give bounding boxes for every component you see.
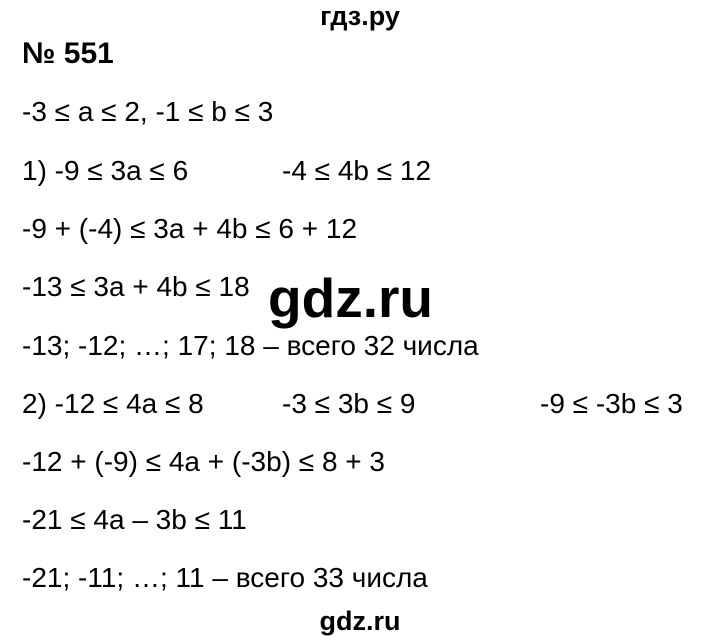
part2-line1-left: 2) -12 ≤ 4a ≤ 8: [22, 388, 204, 419]
part2-line2: -12 + (-9) ≤ 4a + (-3b) ≤ 8 + 3: [22, 446, 386, 477]
part1-line2: -9 + (-4) ≤ 3a + 4b ≤ 6 + 12: [22, 213, 358, 244]
center-watermark: gdz.ru: [268, 267, 433, 329]
part1-line4: -13; -12; …; 17; 18 – всего 32 числа: [22, 330, 479, 361]
part2-line3: -21 ≤ 4a – 3b ≤ 11: [22, 504, 247, 535]
part1-line1-left: 1) -9 ≤ 3a ≤ 6: [22, 155, 189, 186]
footer-watermark: gdz.ru: [319, 606, 401, 636]
part2-line4: -21; -11; …; 11 – всего 33 числа: [22, 562, 428, 593]
problem-title: № 551: [22, 37, 114, 70]
problem-condition: -3 ≤ a ≤ 2, -1 ≤ b ≤ 3: [22, 96, 274, 127]
part1-line3: -13 ≤ 3a + 4b ≤ 18: [22, 271, 250, 302]
part2-line1-mid: -3 ≤ 3b ≤ 9: [282, 388, 416, 419]
part1-line1-right: -4 ≤ 4b ≤ 12: [282, 155, 432, 186]
header-watermark: гдз.ру: [320, 1, 400, 31]
part2-line1-right: -9 ≤ -3b ≤ 3: [540, 388, 683, 419]
